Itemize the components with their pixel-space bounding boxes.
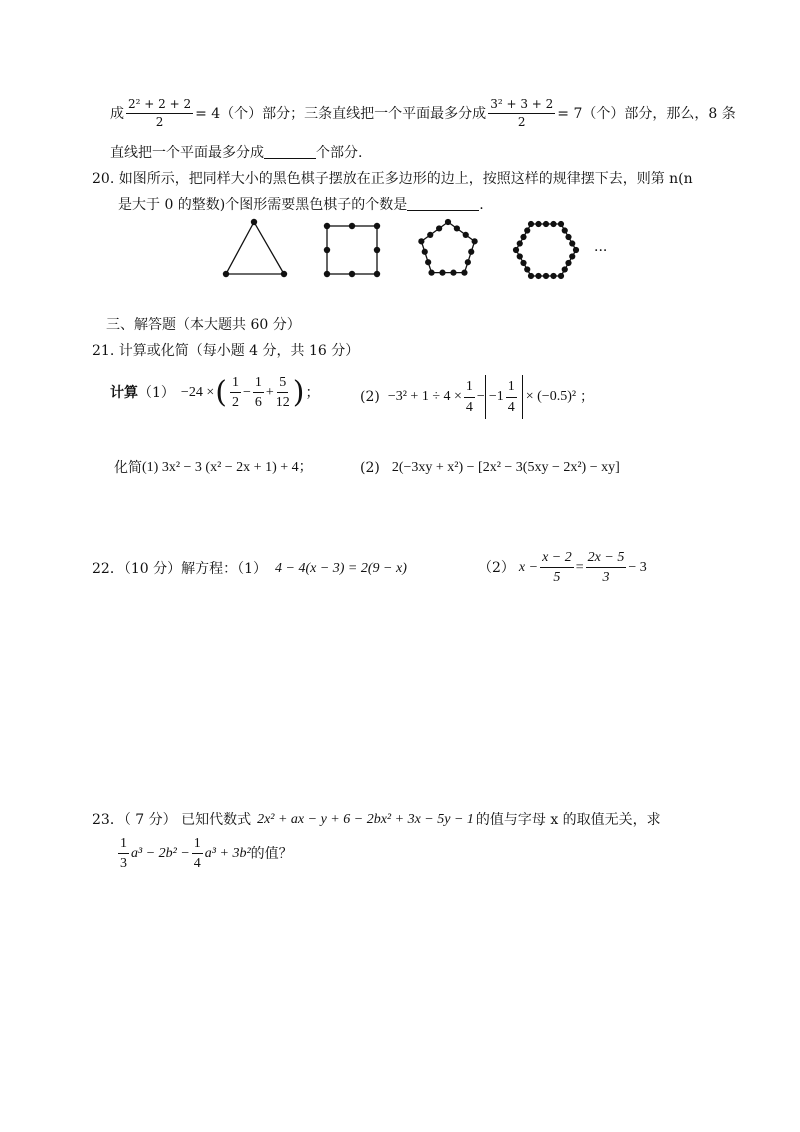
- chess-piece: [461, 270, 467, 276]
- frac-num: 1: [253, 375, 264, 393]
- q19-line2: [110, 146, 362, 160]
- q22-eq2-b: =: [575, 559, 584, 575]
- chess-piece: [528, 273, 534, 279]
- q22-frac2: [586, 550, 627, 586]
- q23-expr: 2x² + ax − y + 6 − 2bx² + 3x − 5y − 1: [257, 812, 474, 827]
- frac-num: 1: [192, 836, 203, 854]
- q20-line1: 20. 如图所示，把同样大小的黑色棋子摆放在正多边形的边上，按照这样的规律摆下去，则第 n(n: [92, 171, 693, 187]
- q19-eq2: = 7（个）部分，那么，8 条: [557, 105, 736, 122]
- q19-eq1: = 4（个）部分；三条直线把一个平面最多分成: [195, 105, 487, 122]
- chess-piece: [374, 271, 380, 277]
- q21-simp-label: 化简: [114, 460, 142, 476]
- q23-frac1: [118, 836, 129, 872]
- q21-p3-expr: (1) 3x² − 3 (x² − 2x + 1) + 4；: [142, 460, 313, 475]
- q22-line: [92, 562, 407, 576]
- q21-p4-expr: 2(−3xy + x²) − [2x² − 3(5xy − 2x²) − xy]: [391, 460, 620, 475]
- q21-p1-expr: −24 ×: [180, 384, 215, 400]
- q23-line1: [92, 813, 661, 827]
- plus-sign: +: [265, 384, 274, 400]
- frac-den: 5: [553, 570, 561, 586]
- frac-num: 2x − 5: [586, 550, 627, 568]
- q22-eq2-c: − 3: [628, 559, 647, 575]
- left-paren: (: [215, 374, 227, 410]
- frac-den: 12: [275, 395, 290, 411]
- chess-piece: [251, 219, 257, 225]
- chess-piece: [513, 247, 519, 253]
- q21-p2-abs-a: −1: [488, 389, 504, 404]
- chess-piece: [465, 259, 471, 265]
- chess-piece: [535, 221, 541, 227]
- chess-piece: [422, 249, 428, 255]
- q23-line2: [116, 836, 293, 872]
- frac-num: 1: [506, 379, 517, 397]
- chess-piece: [445, 219, 451, 225]
- chess-piece: [550, 221, 556, 227]
- frac-den: 2: [231, 395, 239, 411]
- q23-suffix: 的值？: [250, 845, 293, 862]
- minus-sign: −: [242, 384, 251, 400]
- chess-piece: [223, 271, 229, 277]
- q21-p2-expr-a: −3² + 1 ÷ 4 ×: [387, 389, 462, 404]
- triangle-edges: [226, 222, 284, 274]
- q21-p2-frac2: [506, 379, 517, 415]
- q19-answer-blank[interactable]: [264, 146, 316, 159]
- q23-frac2: [192, 836, 203, 872]
- q23-mid: a³ − 2b² −: [131, 845, 190, 861]
- q21-p1-frac2: [253, 375, 264, 411]
- chess-piece: [517, 253, 523, 259]
- chess-piece: [454, 225, 460, 231]
- q19-line2-a: 直线把一个平面最多分成: [110, 145, 264, 161]
- square-edges: [327, 226, 377, 274]
- chess-piece: [528, 221, 534, 227]
- q21-p2-expr-b: × (−0.5)²: [525, 389, 577, 404]
- q21-p2-abs: [485, 375, 523, 419]
- figure-square: [324, 223, 380, 277]
- q23-end: a³ + 3b²: [204, 845, 251, 861]
- chess-piece: [565, 234, 571, 240]
- chess-piece: [562, 227, 568, 233]
- chess-piece: [436, 225, 442, 231]
- q22-part2: [478, 550, 647, 586]
- frac-num: 5: [277, 375, 288, 393]
- chess-piece: [573, 247, 579, 253]
- chess-piece: [428, 270, 434, 276]
- q21-heading: 21. 计算或化简（每小题 4 分，共 16 分）: [92, 343, 360, 359]
- chess-piece: [520, 260, 526, 266]
- chess-piece: [524, 266, 530, 272]
- chess-piece: [543, 273, 549, 279]
- chess-piece: [562, 266, 568, 272]
- q21-calc-label: 计算: [110, 384, 138, 401]
- q19-frac1-num: 2² + 2 + 2: [126, 98, 193, 114]
- chess-piece: [517, 240, 523, 246]
- figure-triangle: [223, 219, 287, 277]
- chess-piece: [349, 223, 355, 229]
- q19-prefix: 成: [110, 105, 124, 122]
- q20-answer-blank[interactable]: [407, 198, 479, 211]
- chess-piece: [439, 270, 445, 276]
- chess-piece: [550, 273, 556, 279]
- chess-piece: [324, 247, 330, 253]
- q21-p1-frac1: [230, 375, 241, 411]
- minus-sign: −: [476, 389, 485, 404]
- chess-piece: [418, 238, 424, 244]
- chess-piece: [281, 271, 287, 277]
- frac-num: 1: [118, 836, 129, 854]
- figure-hexagon: [513, 221, 579, 279]
- q20-line2-b: .: [479, 197, 484, 213]
- chess-piece: [558, 273, 564, 279]
- q19-frac2: [488, 98, 555, 129]
- q20-figures: [210, 214, 620, 282]
- section3-heading: 三、解答题（本大题共 60 分）: [106, 317, 301, 333]
- chess-piece: [535, 273, 541, 279]
- frac-den: 3: [602, 570, 610, 586]
- q23-tail: 的值与字母 x 的取值无关，求: [475, 812, 661, 828]
- q21-part1: [110, 375, 319, 411]
- frac-den: 4: [465, 399, 473, 415]
- chess-piece: [425, 259, 431, 265]
- q21-p1-frac3: [276, 375, 290, 411]
- q22-p2-index: （2）: [478, 559, 515, 576]
- q19-frac1-den: 2: [155, 115, 164, 130]
- chess-piece: [520, 234, 526, 240]
- chess-piece: [324, 271, 330, 277]
- frac-num: 1: [464, 379, 475, 397]
- q21-p1-index: （1）: [138, 384, 175, 401]
- chess-piece: [450, 270, 456, 276]
- q21-p4-index: (2): [360, 460, 380, 476]
- right-paren: ): [292, 374, 305, 410]
- chess-piece: [569, 253, 575, 259]
- frac-den: 4: [507, 399, 515, 415]
- q19-frac2-den: 2: [517, 115, 526, 130]
- q19-frac2-num: 3² + 3 + 2: [488, 98, 555, 114]
- chess-piece: [472, 238, 478, 244]
- q22-heading: 22．（10 分）解方程：（1）: [92, 561, 267, 577]
- frac-num: x − 2: [540, 550, 574, 568]
- q19-frac1: [126, 98, 193, 129]
- q21-part4: [360, 461, 620, 475]
- chess-piece: [468, 249, 474, 255]
- chess-piece: [427, 232, 433, 238]
- frac-den: 3: [120, 856, 127, 872]
- chess-piece: [324, 223, 330, 229]
- frac-den: 4: [193, 856, 201, 872]
- frac-num: 1: [230, 375, 241, 393]
- chess-piece: [463, 232, 469, 238]
- q23-heading: 23．（ 7 分） 已知代数式: [92, 812, 252, 828]
- chess-piece: [558, 221, 564, 227]
- chess-piece: [349, 271, 355, 277]
- q21-p2-frac1: [464, 379, 475, 415]
- q21-p2-end: ；: [580, 389, 595, 405]
- chess-piece: [569, 240, 575, 246]
- chess-piece: [374, 223, 380, 229]
- chess-piece: [565, 260, 571, 266]
- q22-eq2-a: x −: [518, 559, 539, 575]
- q21-p2-index: (2): [360, 389, 380, 405]
- chess-piece: [543, 221, 549, 227]
- q20-line2: [118, 198, 484, 212]
- chess-piece: [374, 247, 380, 253]
- q21-p1-end: ；: [305, 384, 320, 401]
- q19-line1: [110, 98, 736, 129]
- q21-part3: [114, 461, 313, 475]
- q22-eq1: 4 − 4(x − 3) = 2(9 − x): [275, 561, 407, 576]
- q19-line2-b: 个部分.: [316, 145, 363, 161]
- q20-line2-a: 是大于 0 的整数)个图形需要黑色棋子的个数是: [118, 197, 408, 213]
- q22-frac1: [540, 550, 574, 586]
- figure-pentagon: [418, 219, 477, 276]
- frac-den: 6: [254, 395, 262, 411]
- chess-piece: [524, 227, 530, 233]
- q20-ellipsis: ···: [594, 243, 608, 259]
- q21-part2: [360, 375, 594, 419]
